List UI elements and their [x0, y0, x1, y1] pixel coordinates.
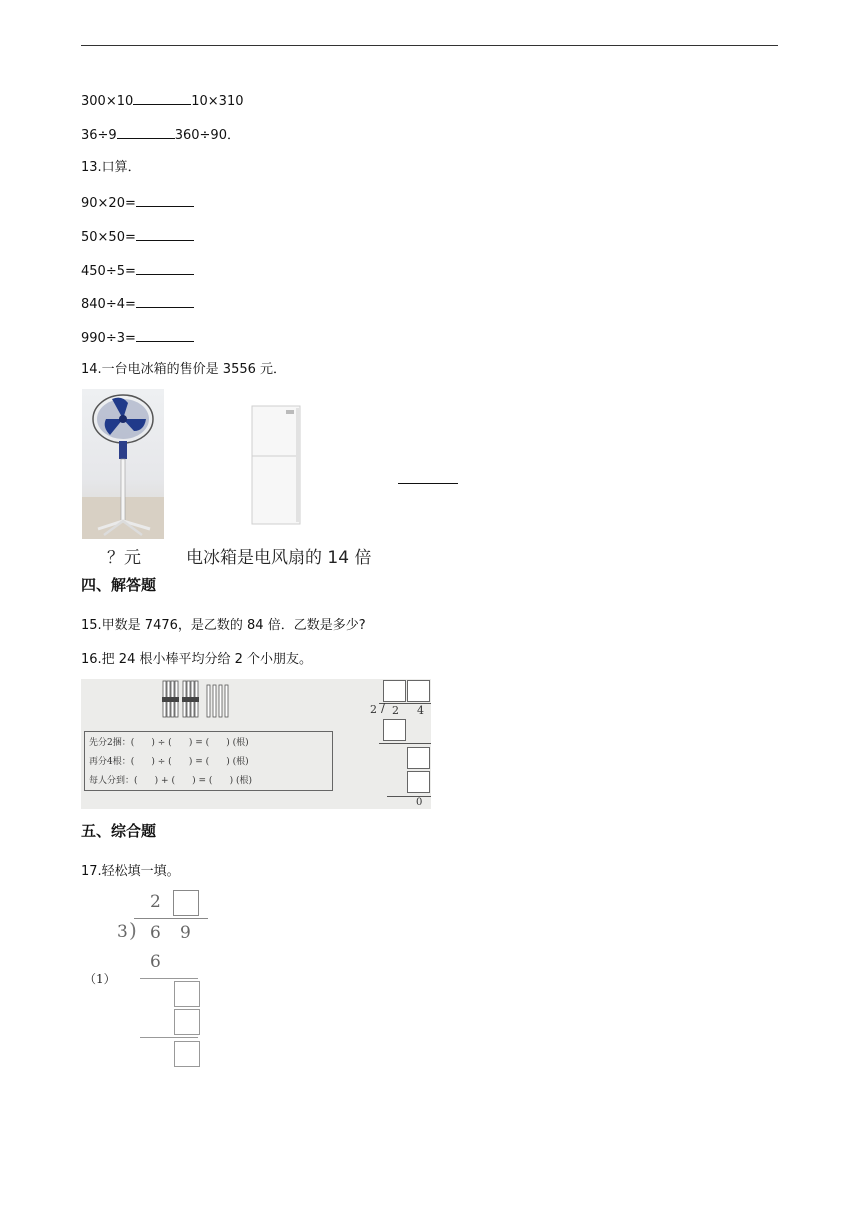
compare-line-2: [81, 126, 240, 144]
calc-2: [81, 228, 194, 246]
dividend-digit-2: 4: [417, 704, 424, 717]
answer-blank[interactable]: [117, 126, 175, 139]
quotient-box-2[interactable]: [407, 680, 430, 702]
divisor: 2: [370, 703, 377, 716]
electric-fan-image: [82, 389, 164, 539]
subtract-line-1: [379, 743, 431, 744]
question-13: 13.口算．: [81, 160, 141, 175]
summary-row-3: 每人分到：( ) + ( ) = ( ) (根): [89, 776, 252, 786]
refrigerator-icon: [244, 404, 306, 526]
sticks-panel: [81, 679, 431, 809]
summary-row-2: 再分4根：( ) ÷ ( ) = ( ) (根): [89, 757, 249, 767]
summary-row-1: 先分2捆：( ) ÷ ( ) = ( ) (根): [89, 738, 249, 748]
calc-3: [81, 262, 194, 280]
expr-right: 360÷90．: [174, 128, 240, 143]
answer-blank[interactable]: [136, 228, 194, 241]
q17-subtract-line-1: [140, 978, 198, 979]
calc-expr: 90×20=: [81, 196, 136, 211]
answer-blank[interactable]: [136, 295, 194, 308]
q17-division-bar: [134, 918, 208, 919]
question-14: 14.一台电冰箱的售价是 3556 元．: [81, 362, 287, 377]
section-heading-5: 五、综合题: [81, 822, 157, 840]
summary-box: [84, 731, 333, 791]
expr-left: 36÷9: [81, 128, 117, 143]
fan-price-caption: ？元: [107, 548, 141, 568]
calc-expr: 450÷5=: [81, 264, 136, 279]
q17-subtract-line-2: [140, 1037, 198, 1038]
expr-left: 300×10: [81, 94, 134, 109]
division-bracket: /: [381, 701, 386, 715]
q17-dividend-digit-2: 9: [180, 923, 191, 943]
fan-icon: [82, 389, 164, 539]
q17-division-bracket: ): [129, 918, 137, 942]
calc-expr: 840÷4=: [81, 297, 136, 312]
q17-divisor: 3: [117, 922, 128, 942]
q14-answer-line[interactable]: [398, 483, 458, 484]
q17-dividend-digit-1: 6: [150, 923, 161, 943]
q17-bring-down-box[interactable]: [174, 981, 200, 1007]
expr-right: 10×310: [191, 94, 244, 109]
calc-expr: 50×50=: [81, 230, 136, 245]
calc-4: [81, 295, 194, 313]
compare-line-1: [81, 92, 244, 110]
refrigerator-image: [244, 404, 306, 526]
calc-expr: 990÷3=: [81, 331, 136, 346]
dividend-digit-1: 2: [392, 704, 399, 717]
question-17: 17.轻松填一填。: [81, 864, 180, 879]
section-heading-4: 四、解答题: [81, 576, 157, 594]
q17-quotient-box[interactable]: [173, 890, 199, 916]
answer-blank[interactable]: [133, 92, 191, 105]
product-box-1[interactable]: [383, 719, 406, 741]
q17-first-product: 6: [150, 952, 161, 972]
quotient-box-1[interactable]: [383, 680, 406, 702]
sticks-bundle-icon: [161, 679, 261, 721]
q17-product-box[interactable]: [174, 1009, 200, 1035]
q17-remainder-box[interactable]: [174, 1041, 200, 1067]
question-16: 16.把 24 根小棒平均分给 2 个小朋友。: [81, 652, 313, 667]
answer-blank[interactable]: [136, 329, 194, 342]
header-rule: [81, 45, 778, 46]
subtract-line-2: [387, 796, 431, 797]
answer-blank[interactable]: [136, 194, 194, 207]
fridge-caption: 电冰箱是电风扇的 14 倍: [186, 548, 372, 568]
bring-down-box[interactable]: [407, 747, 430, 769]
product-box-2[interactable]: [407, 771, 430, 793]
answer-blank[interactable]: [136, 262, 194, 275]
question-15: 15.甲数是 7476，是乙数的 84 倍．乙数是多少?: [81, 618, 366, 633]
calc-1: [81, 194, 194, 212]
remainder: 0: [416, 797, 423, 808]
calc-5: [81, 329, 194, 347]
quotient-digit: 2: [150, 892, 161, 912]
q17-sub-label: （1）: [84, 972, 116, 986]
